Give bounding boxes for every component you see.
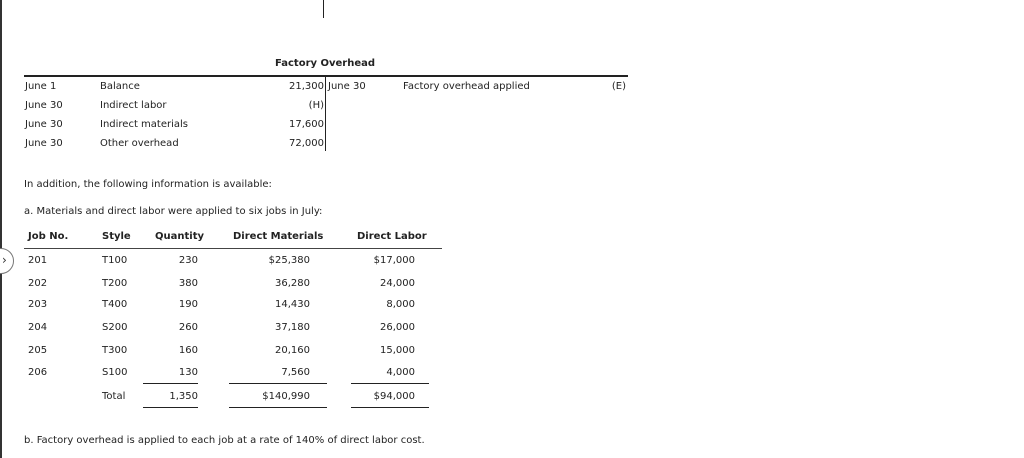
cell-quantity: 160 xyxy=(178,345,198,356)
expand-arrow-icon[interactable]: › xyxy=(0,248,14,274)
cell-job: 202 xyxy=(28,278,48,289)
cell-job: 204 xyxy=(28,322,48,333)
cell-job: 206 xyxy=(28,367,48,378)
cell-direct-labor: $17,000 xyxy=(373,255,415,266)
debit-date: June 1 xyxy=(25,81,57,92)
frame-border xyxy=(0,0,2,458)
cell-direct-materials: 7,560 xyxy=(281,367,310,378)
debit-desc: Indirect labor xyxy=(100,100,167,111)
debit-amount: 17,600 xyxy=(289,119,324,130)
debit-desc: Balance xyxy=(100,81,140,92)
credit-desc: Factory overhead applied xyxy=(403,81,530,92)
cell-job: 201 xyxy=(28,255,48,266)
cell-direct-labor: 15,000 xyxy=(380,345,415,356)
col-header-job: Job No. xyxy=(28,231,69,242)
total-direct-materials: $140,990 xyxy=(262,391,310,402)
debit-desc: Other overhead xyxy=(100,138,179,149)
total-rule-direct-materials xyxy=(229,383,327,384)
credit-date: June 30 xyxy=(328,81,366,92)
total-underline-direct-labor xyxy=(351,407,429,408)
col-header-direct-labor: Direct Labor xyxy=(357,231,427,242)
total-label: Total xyxy=(102,391,126,402)
cell-style: S200 xyxy=(102,322,128,333)
item-b-text: b. Factory overhead is applied to each job at a rate of 140% of direct labor cost. xyxy=(24,435,425,446)
total-quantity: 1,350 xyxy=(169,391,198,402)
cell-style: T100 xyxy=(102,255,128,266)
cell-quantity: 230 xyxy=(178,255,198,266)
debit-amount: (H) xyxy=(308,100,324,111)
table-header-rule xyxy=(24,248,442,249)
cell-direct-labor: 4,000 xyxy=(386,367,415,378)
col-header-quantity: Quantity xyxy=(155,231,204,242)
total-underline-quantity xyxy=(143,407,198,408)
cell-job: 203 xyxy=(28,299,48,310)
cell-direct-materials: 37,180 xyxy=(275,322,310,333)
col-header-style: Style xyxy=(102,231,131,242)
cell-direct-materials: $25,380 xyxy=(268,255,310,266)
cell-style: S100 xyxy=(102,367,128,378)
intro-text: In addition, the following information is available: xyxy=(24,179,272,190)
debit-amount: 72,000 xyxy=(289,138,324,149)
cell-direct-materials: 14,430 xyxy=(275,299,310,310)
cell-style: T400 xyxy=(102,299,128,310)
debit-date: June 30 xyxy=(25,100,63,111)
debit-amount: 21,300 xyxy=(289,81,324,92)
cell-quantity: 190 xyxy=(178,299,198,310)
total-underline-direct-materials xyxy=(229,407,327,408)
cell-direct-materials: 36,280 xyxy=(275,278,310,289)
cell-style: T300 xyxy=(102,345,128,356)
account-title: Factory Overhead xyxy=(275,58,376,69)
total-rule-direct-labor xyxy=(351,383,429,384)
col-header-direct-materials: Direct Materials xyxy=(233,231,324,242)
cell-quantity: 380 xyxy=(178,278,198,289)
cell-job: 205 xyxy=(28,345,48,356)
debit-date: June 30 xyxy=(25,138,63,149)
item-a-text: a. Materials and direct labor were applied to six jobs in July: xyxy=(24,206,323,217)
cell-direct-labor: 8,000 xyxy=(386,299,415,310)
cell-direct-labor: 26,000 xyxy=(380,322,415,333)
debit-date: June 30 xyxy=(25,119,63,130)
t-account-rule xyxy=(24,75,628,77)
debit-desc: Indirect materials xyxy=(100,119,189,130)
cell-quantity: 260 xyxy=(178,322,198,333)
cell-quantity: 130 xyxy=(178,367,198,378)
total-rule-quantity xyxy=(143,383,198,384)
cell-style: T200 xyxy=(102,278,128,289)
cell-direct-labor: 24,000 xyxy=(380,278,415,289)
cell-direct-materials: 20,160 xyxy=(275,345,310,356)
total-direct-labor: $94,000 xyxy=(373,391,415,402)
t-account-divider xyxy=(325,77,326,151)
credit-amount: (E) xyxy=(611,81,626,92)
t-account-top-tick xyxy=(323,0,324,18)
